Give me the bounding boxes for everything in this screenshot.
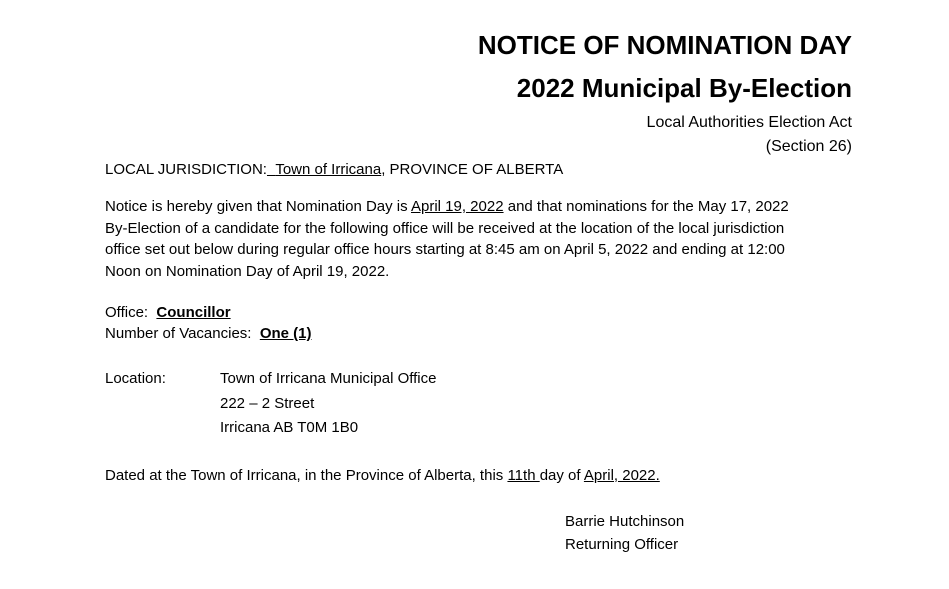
paragraph-line-4: Noon on Nomination Day of April 19, 2022.	[105, 262, 390, 280]
location-line-2: 222 – 2 Street	[220, 395, 315, 412]
vacancies-value: One (1)	[259, 325, 312, 342]
vacancies-line	[105, 325, 312, 342]
signatory-role: Returning Officer	[565, 536, 679, 553]
notice-paragraph	[105, 196, 860, 282]
jurisdiction-name: Town of Irricana	[275, 161, 382, 178]
act-reference: Local Authorities Election Act	[646, 114, 852, 131]
notice-subtitle: 2022 Municipal By-Election	[516, 73, 852, 103]
vacancies-label: Number of Vacancies:	[105, 325, 252, 342]
dated-middle: day of	[539, 467, 584, 484]
paragraph-line-1a: Notice is hereby given that Nomination Day is	[105, 198, 411, 215]
location-label: Location:	[105, 370, 166, 387]
office-line	[105, 304, 231, 321]
paragraph-line-1b: and that nominations for the May 17, 2022	[503, 198, 789, 215]
paragraph-line-2: By-Election of a candidate for the following office will be received at the location of the local jurisdiction	[105, 219, 785, 237]
nomination-date: April 19, 2022	[410, 198, 504, 215]
dated-month-year: April, 2022.	[583, 467, 660, 484]
section-reference: (Section 26)	[765, 138, 852, 155]
office-label: Office:	[105, 304, 149, 321]
location-line-3: Irricana AB T0M 1B0	[220, 419, 359, 436]
dated-prefix: Dated at the Town of Irricana, in the Province of Alberta, this	[105, 467, 508, 484]
dated-line	[105, 467, 660, 484]
location-line-1: Town of Irricana Municipal Office	[220, 370, 437, 387]
notice-title: NOTICE OF NOMINATION DAY	[477, 30, 852, 60]
office-value: Councillor	[156, 304, 231, 321]
paragraph-line-3: office set out below during regular office hours starting at 8:45 am on April 5, 2022 and ending at 12:00	[105, 241, 785, 258]
jurisdiction-province: , PROVINCE OF ALBERTA	[381, 161, 564, 178]
jurisdiction-label: LOCAL JURISDICTION:	[105, 161, 267, 178]
signatory-name: Barrie Hutchinson	[565, 513, 685, 530]
dated-day: 11th	[507, 467, 540, 484]
jurisdiction-line	[105, 161, 563, 178]
